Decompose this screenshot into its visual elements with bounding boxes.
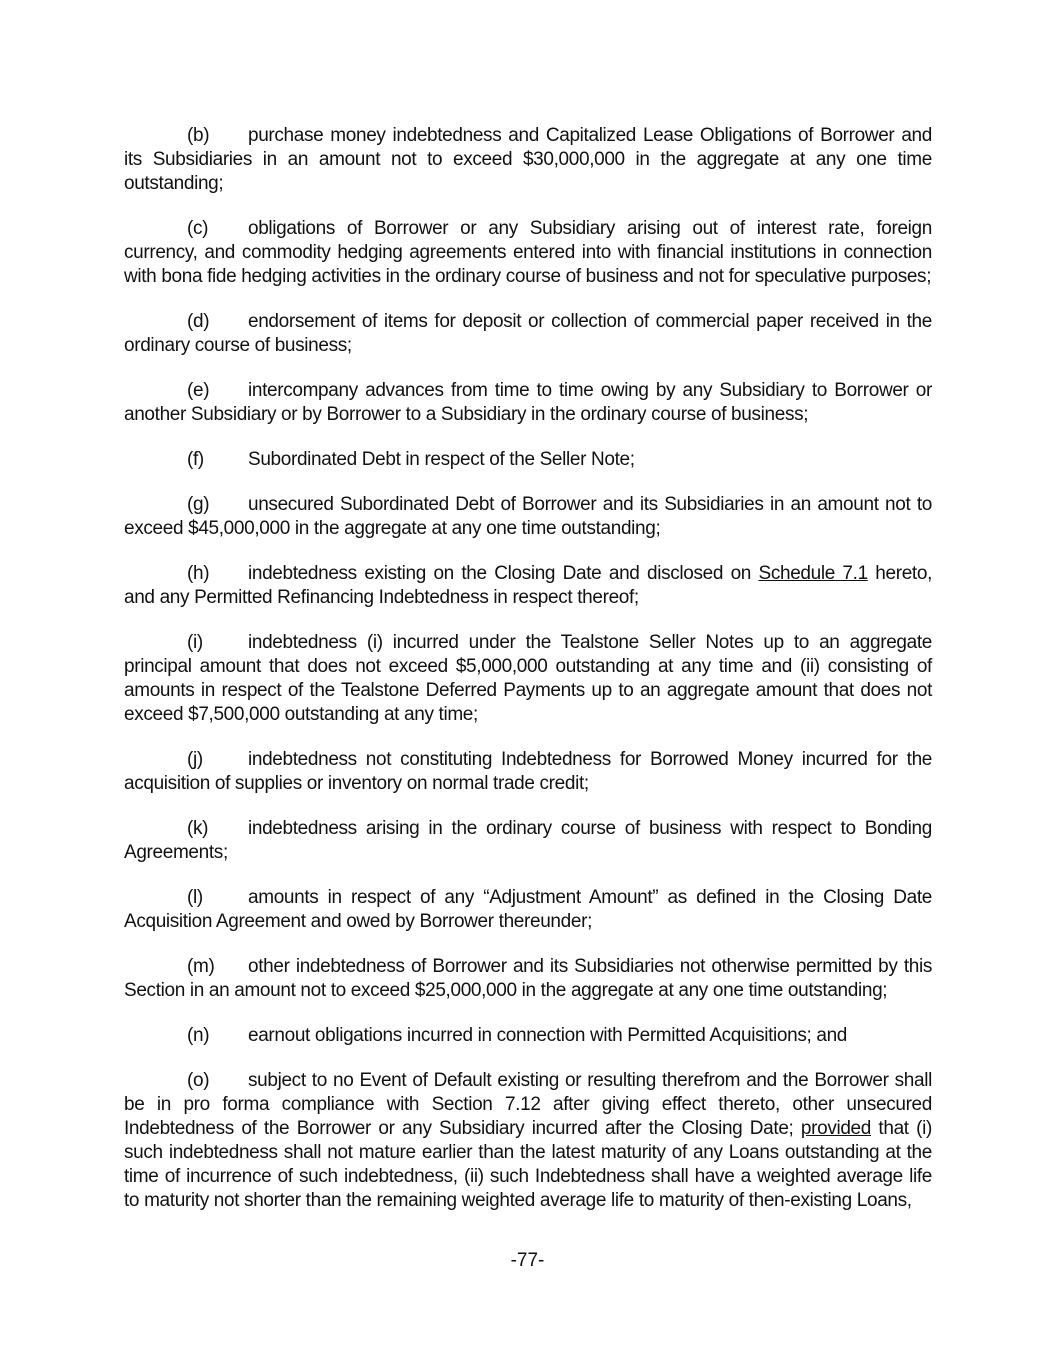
clause-label: (j) bbox=[187, 749, 203, 770]
provided-term: provided bbox=[800, 1118, 871, 1139]
clause-h bbox=[124, 562, 932, 610]
clause-text: indebtedness existing on the Closing Date and disclosed on bbox=[248, 563, 759, 584]
clause-label: (o) bbox=[187, 1070, 210, 1091]
clause-label: (n) bbox=[187, 1025, 210, 1046]
clause-e bbox=[124, 379, 932, 427]
clause-text: Subordinated Debt in respect of the Seller Note; bbox=[248, 449, 635, 470]
clause-b bbox=[124, 124, 932, 196]
clause-label: (b) bbox=[187, 125, 210, 146]
document-page bbox=[124, 124, 932, 1234]
clause-n bbox=[124, 1024, 932, 1048]
clause-c bbox=[124, 217, 932, 289]
clause-text: subject to no Event of Default existing or resulting therefrom and the Borrower shall be in pro forma compliance with Section 7.12 after giving effect thereto, other unsecured Indebtedness of the Borrower or any Subsidiary incurred after the Closing Date; bbox=[124, 1070, 932, 1139]
schedule-reference: Schedule 7.1 bbox=[758, 563, 868, 584]
clause-text: intercompany advances from time to time owing by any Subsidiary to Borrower or another Subsidiary or by Borrower to a Subsidiary in the ordinary course of business; bbox=[124, 380, 932, 425]
clause-text: earnout obligations incurred in connection with Permitted Acquisitions; and bbox=[248, 1025, 848, 1046]
clause-text: indebtedness arising in the ordinary course of business with respect to Bonding Agreements; bbox=[124, 818, 932, 863]
clause-o bbox=[124, 1069, 932, 1213]
clause-text: endorsement of items for deposit or collection of commercial paper received in the ordinary course of business; bbox=[124, 311, 932, 356]
clause-text: amounts in respect of any “Adjustment Amount” as defined in the Closing Date Acquisition Agreement and owed by Borrower thereunder; bbox=[124, 887, 932, 932]
clause-text-continued: that (i) such indebtedness shall not mature earlier than the latest maturity of any Loans outstanding at the time of incurrence of such indebtedness, (ii) such Indebtedness shall have a weighted average life to maturity not shorter than the remaining weighted average life to maturity of then-existing Loans, bbox=[124, 1118, 932, 1211]
clause-text: unsecured Subordinated Debt of Borrower and its Subsidiaries in an amount not to exceed $45,000,000 in the aggregate at any one time outstanding; bbox=[124, 494, 932, 539]
clause-text-continued: hereto, and any Permitted Refinancing Indebtedness in respect thereof; bbox=[124, 563, 932, 608]
clause-l bbox=[124, 886, 932, 934]
clause-text: indebtedness (i) incurred under the Tealstone Seller Notes up to an aggregate principal amount that does not exceed $5,000,000 outstanding at any time and (ii) consisting of amounts in respect of the Tealstone Deferred Payments up to an aggregate amount that does not exceed $7,500,000 outstanding at any time; bbox=[124, 632, 932, 725]
clause-text: purchase money indebtedness and Capitalized Lease Obligations of Borrower and its Subsidiaries in an amount not to exceed $30,000,000 in the aggregate at any one time outstanding; bbox=[124, 125, 932, 194]
clause-j bbox=[124, 748, 932, 796]
clause-d bbox=[124, 310, 932, 358]
clause-label: (c) bbox=[187, 218, 209, 239]
clause-label: (k) bbox=[187, 818, 209, 839]
clause-label: (h) bbox=[187, 563, 210, 584]
clause-label: (l) bbox=[187, 887, 203, 908]
clause-i bbox=[124, 631, 932, 727]
clause-label: (m) bbox=[187, 956, 215, 977]
clause-label: (e) bbox=[187, 380, 210, 401]
clause-text: other indebtedness of Borrower and its Subsidiaries not otherwise permitted by this Section in an amount not to exceed $25,000,000 in the aggregate at any one time outstanding; bbox=[124, 956, 932, 1001]
clause-text: obligations of Borrower or any Subsidiary arising out of interest rate, foreign currency, and commodity hedging agreements entered into with financial institutions in connection with bona fide hedging activities in the ordinary course of business and not for speculative purposes; bbox=[124, 218, 932, 287]
clause-text: indebtedness not constituting Indebtedness for Borrowed Money incurred for the acquisition of supplies or inventory on normal trade credit; bbox=[124, 749, 932, 794]
clause-m bbox=[124, 955, 932, 1003]
clause-label: (d) bbox=[187, 311, 210, 332]
clause-label: (g) bbox=[187, 494, 210, 515]
page-number: -77- bbox=[510, 1250, 545, 1271]
clause-g bbox=[124, 493, 932, 541]
clause-f bbox=[124, 448, 932, 472]
clause-k bbox=[124, 817, 932, 865]
clause-label: (f) bbox=[187, 449, 204, 470]
clause-label: (i) bbox=[187, 632, 203, 653]
